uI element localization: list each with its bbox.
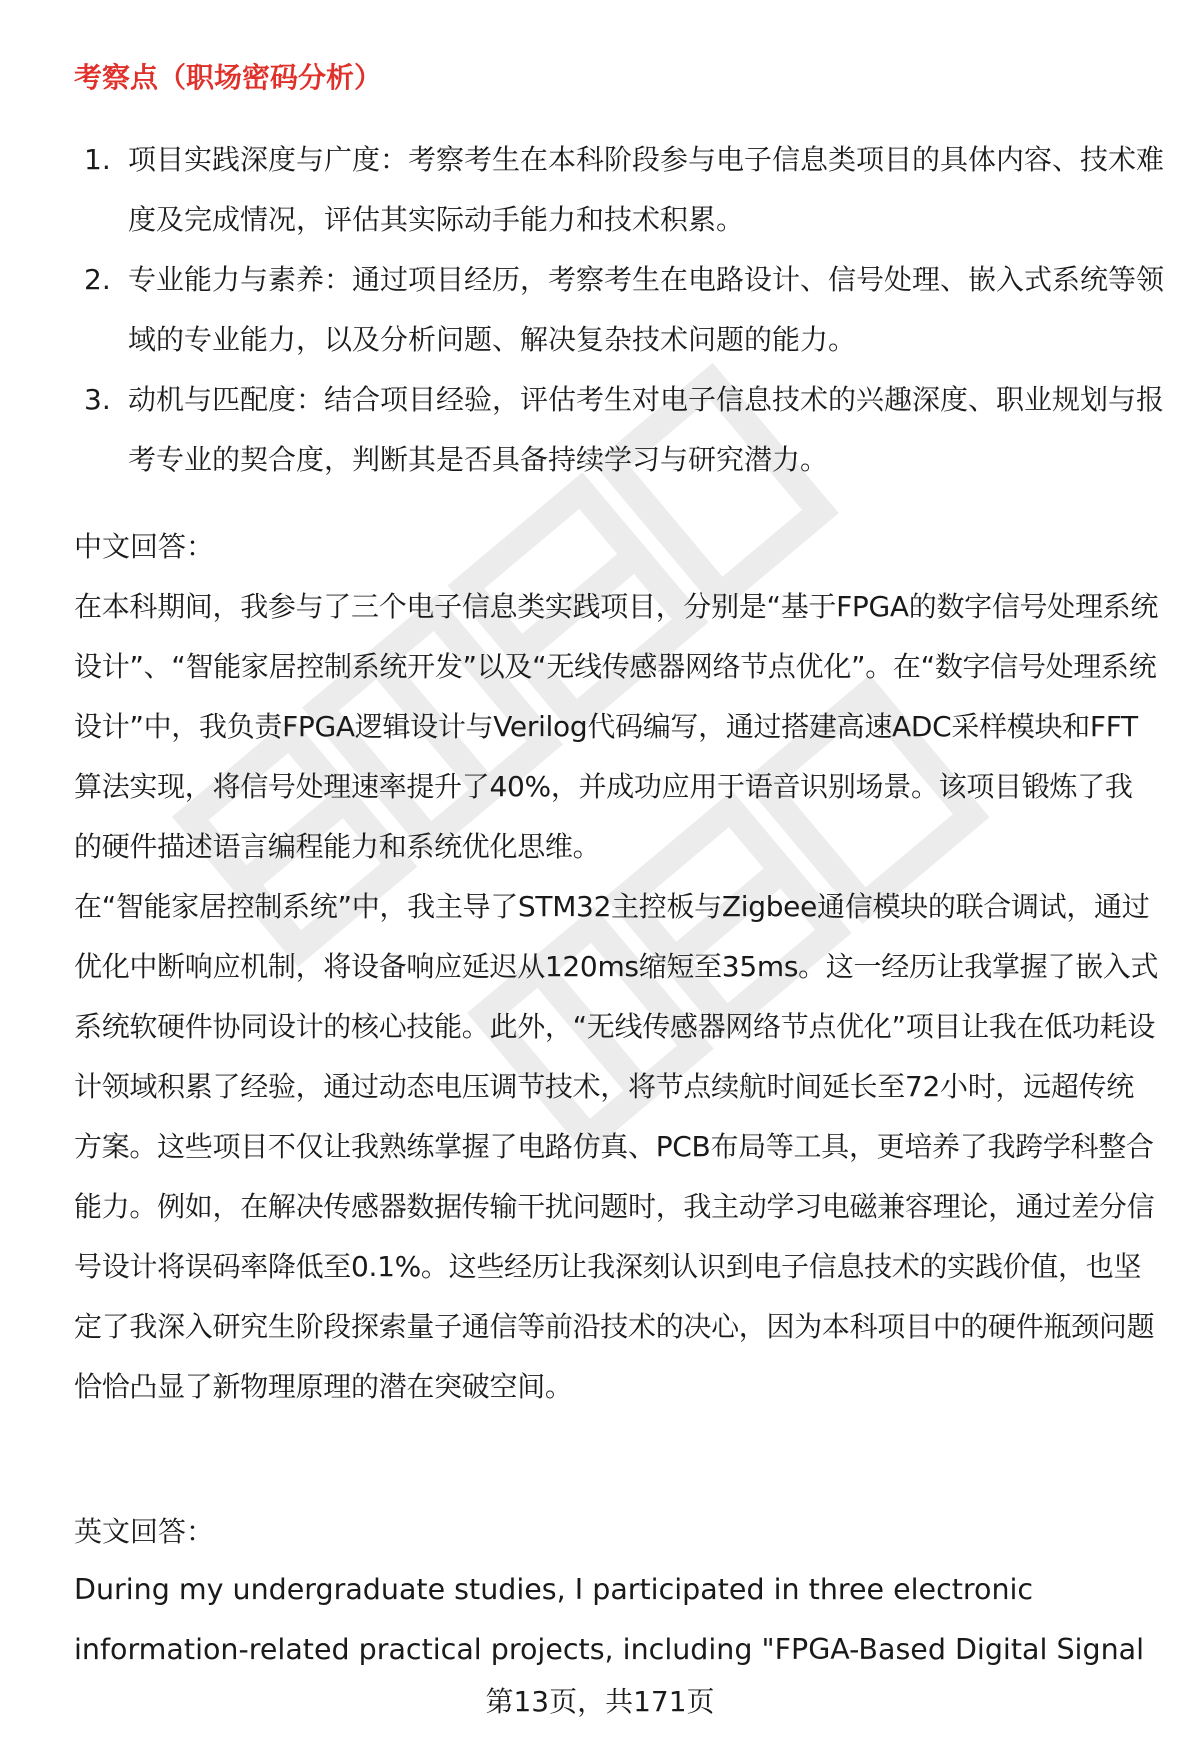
section-heading: 考察点（职场密码分析） bbox=[74, 61, 383, 94]
paragraph: 在本科期间，我参与了三个电子信息类实践项目，分别是“基于FPGA的数字信号处理系统设计”、“智能家居控制系统开发”以及“无线传感器网络节点优化”。在“数字信号处理系统设计”中，我负责FPGA逻辑设计与Verilog代码编写，通过搭建高速ADC采样模块和FFT算法实现，将信号处理速率提升了40%，并成功应用于语音识别场景。该项目锻炼了我的硬件描述语言编程能力和系统优化思维。 bbox=[74, 590, 1159, 863]
list-item-text: 项目实践深度与广度：考察考生在本科阶段参与电子信息类项目的具体内容、技术难度及完成情况，评估其实际动手能力和技术积累。 bbox=[128, 143, 1165, 236]
list-item bbox=[74, 130, 1164, 250]
assessment-points-list bbox=[74, 130, 1164, 490]
chinese-answer-label: 中文回答： bbox=[74, 530, 215, 563]
english-answer-label: 英文回答： bbox=[74, 1515, 215, 1548]
list-item bbox=[74, 370, 1164, 490]
paragraph: 在“智能家居控制系统”中，我主导了STM32主控板与Zigbee通信模块的联合调试，通过优化中断响应机制，将设备响应延迟从120ms缩短至35ms。这一经历让我掌握了嵌入式系统软硬件协同设计的核心技能。此外，“无线传感器网络节点优化”项目让我在低功耗设计领域积累了经验，通过动态电压调节技术，将节点续航时间延长至72小时，远超传统方案。这些项目不仅让我熟练掌握了电路仿真、PCB布局等工具，更培养了我跨学科整合能力。例如，在解决传感器数据传输干扰问题时，我主动学习电磁兼容理论，通过差分信号设计将误码率降低至0.1%。这些经历让我深刻认识到电子信息技术的实践价值，也坚定了我深入研究生阶段探索量子通信等前沿技术的决心，因为本科项目中的硬件瓶颈问题恰恰凸显了新物理原理的潜在突破空间。 bbox=[74, 890, 1159, 1403]
page-number-footer: 第13页，共171页 bbox=[485, 1685, 715, 1718]
list-item-number: 3. bbox=[84, 383, 111, 416]
list-item-text: 动机与匹配度：结合项目经验，评估考生对电子信息技术的兴趣深度、职业规划与报考专业的契合度，判断其是否具备持续学习与研究潜力。 bbox=[128, 383, 1165, 476]
chinese-answer-body bbox=[74, 577, 1160, 1417]
list-item bbox=[74, 250, 1164, 370]
list-item-text: 专业能力与素养：通过项目经历，考察考生在电路设计、信号处理、嵌入式系统等领域的专业能力，以及分析问题、解决复杂技术问题的能力。 bbox=[128, 263, 1165, 356]
english-answer-body: During my undergraduate studies, I participated in three electronic information-related practical projects, including "FPGA-Based Digital Signal bbox=[74, 1573, 1145, 1666]
list-item-number: 1. bbox=[84, 143, 111, 176]
list-item-number: 2. bbox=[84, 263, 111, 296]
